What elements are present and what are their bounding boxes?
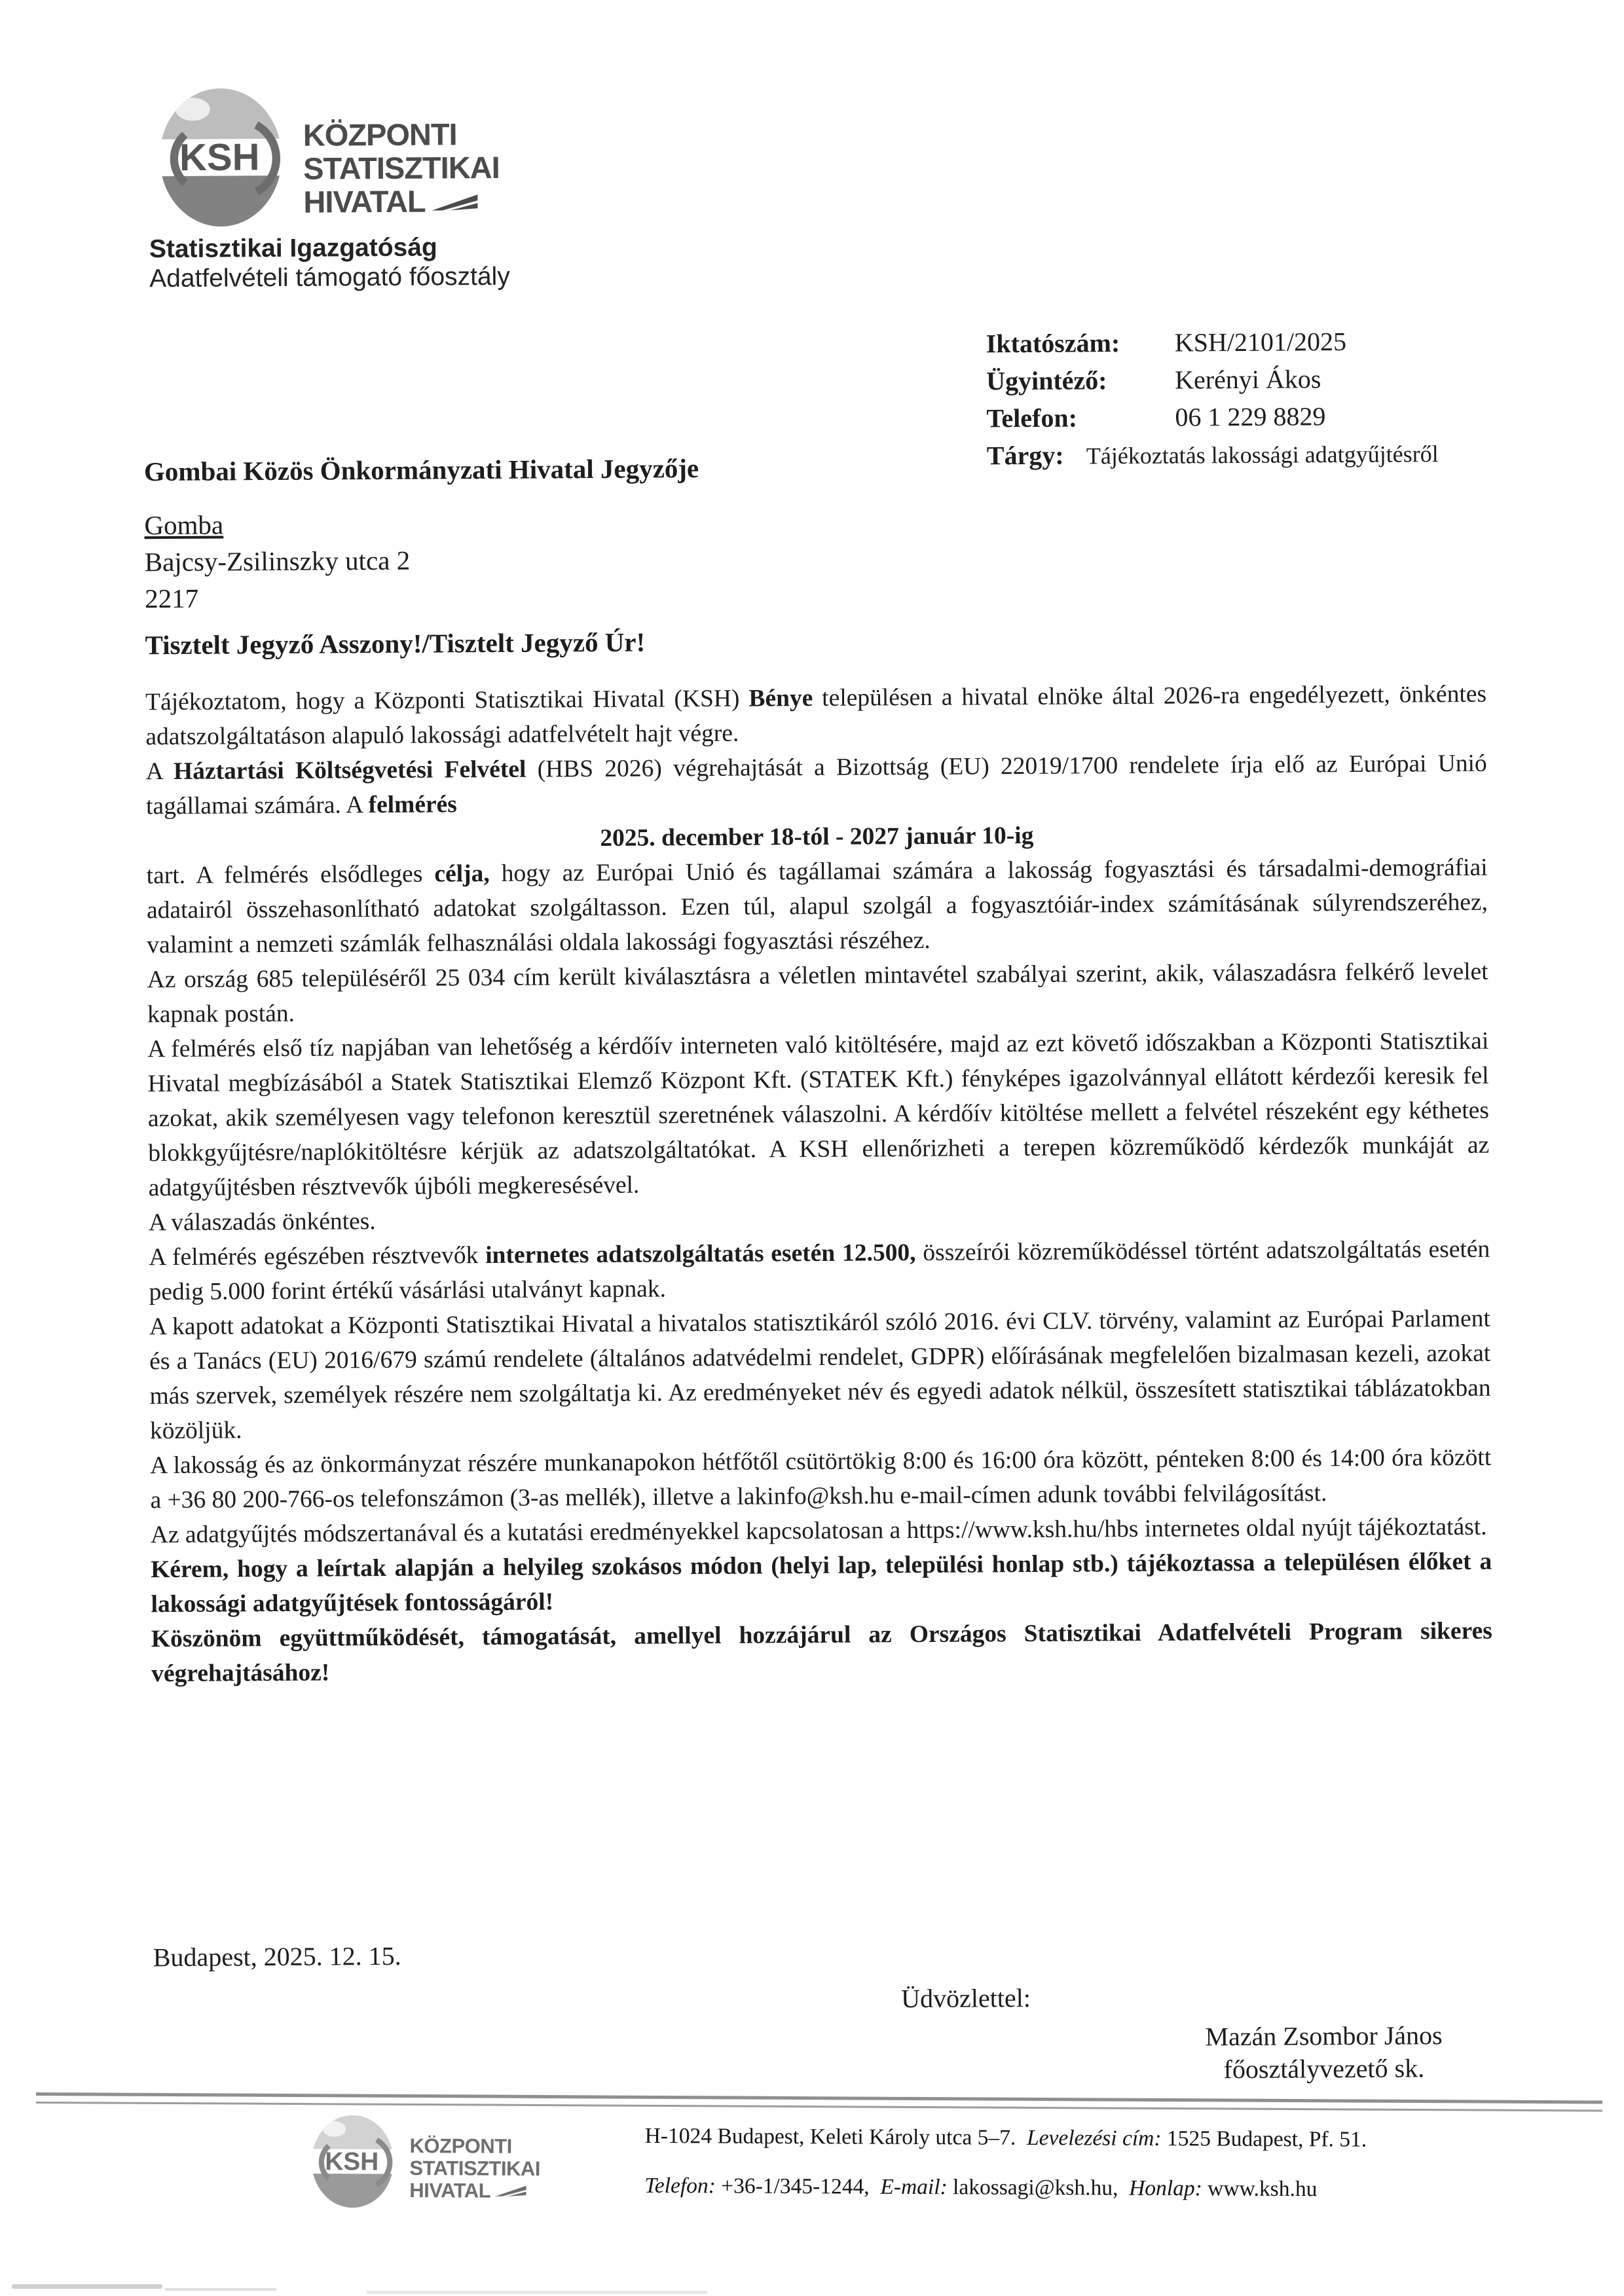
meta-value-ugyintezo: Kerényi Ákos	[1174, 364, 1321, 395]
footer-contact-line: Telefon: +36-1/345-1244, E-mail: lakossagi@ksh.hu, Honlap: www.ksh.hu	[644, 2173, 1318, 2202]
footer-org-line3: HIVATAL	[409, 2179, 540, 2202]
place-date-line: Budapest, 2025. 12. 15.	[153, 1941, 401, 1973]
org-name-line2: STATISZTIKAI	[303, 149, 500, 186]
department-line: Adatfelvételi támogató főosztály	[149, 262, 510, 293]
footer-logo	[306, 2113, 540, 2210]
meta-label-ugyintezo: Ügyintéző:	[986, 365, 1107, 396]
body-paragraph-8: Kérem, hogy a leírtak alapján a helyileg szokásos módon (helyi lap, települési honlap stb.) tájékoztassa a településen élőket a lakossági adatgyűjtések fontosságáról!	[151, 1548, 1492, 1618]
body-paragraph-1: Tájékoztatom, hogy a Központi Statisztikai Hivatal (KSH) Bénye településen a hivatal elnöke által 2026-ra engedélyezett, önkéntes adatszolgáltatáson alapuló lakossági adatfelvételt hajt végre.	[145, 680, 1487, 751]
body-paragraph-7a: A lakosság és az önkormányzat részére munkanapokon hétfőtől csütörtökig 8:00 és 16:00 óra között, pénteken 8:00 és 14:00 óra között a +36 80 200-766-os telefonszámon (3-as mellék), illetve a lakinfo@ksh.hu e-mail-címen adunk további felvilágosítást.	[150, 1444, 1492, 1514]
meta-value-iktatoszam: KSH/2101/2025	[1174, 327, 1347, 357]
footer-separator	[36, 2092, 1602, 2112]
directorate-line: Statisztikai Igazgatóság	[149, 233, 437, 264]
footer-swoosh-arrow-icon	[495, 2180, 528, 2202]
footer-org-line1: KÖZPONTI	[409, 2134, 512, 2158]
body-paragraph-9: Köszönöm együttműködését, támogatását, amellyel hozzájárul az Országos Statisztikai Adatfelvételi Program sikeres végrehajtásához!	[151, 1617, 1492, 1688]
addressee-city: Gomba	[144, 509, 224, 541]
body-paragraph-7b: Az adatgyűjtés módszertanával és a kutatási eredményekkel kapcsolatosan a https://www.ksh.hu/hbs internetes oldal nyújt tájékoztatást.	[150, 1513, 1487, 1549]
meta-label-iktatoszam: Iktatószám:	[986, 328, 1120, 359]
meta-value-telefon: 06 1 229 8829	[1175, 401, 1326, 432]
meta-value-targy: Tájékoztatás lakossági adatgyűjtésről	[1086, 441, 1439, 469]
meta-label-targy: Tárgy:	[986, 440, 1064, 471]
meta-label-telefon: Telefon:	[986, 403, 1078, 433]
ksh-footer-logo-icon	[306, 2113, 399, 2210]
scan-artifact	[165, 2288, 276, 2291]
body-paragraph-4a: A felmérés első tíz napjában van lehetőség a kérdőív interneten való kitöltésére, majd az ezt követő időszakban a Központi Statisztikai Hivatal megbízásából a Statek Statisztikai Elemző Központ Kft. (STATEK Kft.) fényképes igazolvánnyal ellátott kérdezői keresik fel azokat, akik személyesen vagy telefonon keresztül szeretnének válaszolni. A kérdőív kitöltése mellett a felvétel részeként egy kéthetes blokkgyűjtésre/naplókitöltésre kérjük az adatszolgáltatókat. A KSH ellenőrizheti a terepen közreműködő kérdezők munkáját az adatgyűjtésben résztvevők újbóli megkeresésével.	[147, 1027, 1490, 1202]
body-paragraph-3a: tart. A felmérés elsődleges célja, hogy az Európai Unió és tagállamai számára a lakosság fogyasztási és társadalmi-demográfiai adatairól összehasonlítható adatokat szolgáltasson. Ezen túl, alapul szolgál a fogyasztóiár-index számításának súlyrendszeréhez, valamint a nemzeti számlák felhasználási oldala lakossági fogyasztási részéhez.	[146, 854, 1488, 959]
body-paragraph-4b: A válaszadás önkéntes.	[148, 1208, 376, 1237]
footer-address-line: H-1024 Budapest, Keleti Károly utca 5–7. Levelezési cím: 1525 Budapest, Pf. 51.	[644, 2123, 1367, 2152]
scan-artifact	[12, 2284, 162, 2289]
footer-text	[644, 2123, 1367, 2203]
signer-title: főosztályvezető sk.	[1223, 2053, 1425, 2085]
ksh-logo-text: KSH	[179, 136, 260, 179]
closing-salutation: Üdvözlettel:	[901, 1983, 1031, 2014]
footer-org-name	[409, 2135, 540, 2210]
footer-org-line2: STATISZTIKAI	[409, 2156, 541, 2181]
salutation: Tisztelt Jegyző Asszony!/Tisztelt Jegyző Úr!	[145, 627, 646, 661]
body-paragraph-2: A Háztartási Költségvetési Felvétel (HBS 2026) végrehajtását a Bizottság (EU) 22019/1700 rendelete írja elő az Európai Unió tagállamai számára. A felmérés	[145, 750, 1487, 820]
survey-period: 2025. december 18-tól - 2027 január 10-ig	[600, 822, 1034, 852]
signer-name: Mazán Zsombor János	[1205, 2020, 1443, 2052]
addressee-zip: 2217	[144, 583, 199, 614]
body-paragraph-5: A felmérés egészében résztvevők internetes adatszolgáltatás esetén 12.500, összeírói közreműködéssel történt adatszolgáltatás esetén pedig 5.000 forint értékű vásárlási utalványt kapnak.	[149, 1235, 1490, 1306]
body-paragraph-3b: Az ország 685 településéről 25 034 cím került kiválasztásra a véletlen mintavétel szabályai szerint, akik, válaszadásra felkérő levelet kapnak postán.	[147, 958, 1488, 1029]
scan-artifact	[367, 2291, 707, 2294]
addressee-name: Gombai Közös Önkormányzati Hivatal Jegyzője	[143, 453, 699, 487]
org-name-line3: HIVATAL	[303, 184, 500, 219]
ksh-footer-logo-text: KSH	[325, 2147, 379, 2176]
addressee-street: Bajcsy-Zsilinszky utca 2	[144, 545, 411, 577]
org-name-line1: KÖZPONTI	[303, 117, 457, 153]
body-paragraph-6: A kapott adatokat a Központi Statisztikai Hivatal a hivatalos statisztikáról szóló 2016. évi CLV. törvény, valamint az Európai Parlament és a Tanács (EU) 2016/679 számú rendelete (általános adatvédelmi rendelet, GDPR) előírásának megfelelően bizalmasan kezeli, azokat más szervek, személyek részére nem szolgáltatja ki. Az eredményeket név és egyedi adatok nélkül, összesített statisztikai táblázatokban közöljük.	[149, 1305, 1491, 1445]
